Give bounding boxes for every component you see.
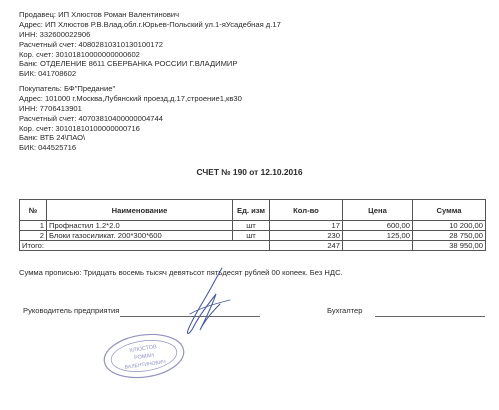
seller-name: Продавец: ИП Хлюстов Роман Валентинович [19,10,180,19]
total-sum: 38 950,00 [413,241,486,251]
seller-bank: Банк: ОТДЕЛЕНИЕ 8611 СБЕРБАНКА РОССИИ Г.ВЛАДИМИР [19,59,238,69]
table-total-row [20,241,486,251]
buyer-corr-account: Кор. счет: 30101810100000000716 [19,123,140,133]
row-sum: 10 200,00 [413,221,486,231]
col-header-unit: Ед. изм [233,200,270,221]
buyer-bik: БИК: 044525716 [19,143,77,153]
company-stamp [99,330,189,382]
row-qty: 17 [270,221,343,231]
invoice-title: СЧЕТ № 190 от 12.10.2016 [196,167,303,177]
col-header-name: Наименование [47,200,233,221]
director-label: Руководитель предприятия [23,306,120,315]
stamp-line-1: ХЛЮСТОВ [128,344,158,354]
table-row [20,221,486,231]
amount-in-words: Сумма прописью: Тридцать восемь тысяч девятьсот пятьдесят рублей 00 копеек. Без НДС. [19,268,343,277]
seller-bik: БИК: 041708602 [19,69,77,79]
col-header-qty: Кол-во [270,200,343,221]
buyer-inn: ИНН: 7706413901 [19,103,82,113]
table-header-row [20,200,486,221]
table-row [20,231,486,241]
seller-details [19,10,281,79]
seller-inn: ИНН: 332600022906 [19,29,91,39]
stamp-line-2: РОМАН [133,352,155,362]
seller-corr-account: Кор. счет: 30101810000000000602 [19,49,140,59]
buyer-details [19,84,242,153]
stamp-line-3: ВАЛЕНТИНОВИЧ [124,359,167,371]
row-name: Профнастил 1.2*2.0 [47,221,233,231]
row-num: 1 [20,221,47,231]
total-label: Итого: [20,241,270,251]
row-price: 125,00 [343,231,413,241]
col-header-sum: Сумма [413,200,486,221]
seller-account: Расчетный счет: 40802810310130100172 [19,39,163,49]
row-qty: 230 [270,231,343,241]
row-unit: шт [233,231,270,241]
col-header-num: № [20,200,47,221]
row-name: Блоки газосиликат. 200*300*600 [47,231,233,241]
seller-address: Адрес: ИП Хлюстов Р.В.Влад.обл.г.Юрьев-Польский ул.1-яУсадебная д.17 [19,19,281,29]
col-header-price: Цена [343,200,413,221]
row-unit: шт [233,221,270,231]
row-price: 600,00 [343,221,413,231]
buyer-bank: Банк: ВТБ 24\ПАО\ [19,133,86,143]
accountant-label: Бухгалтер [327,306,363,315]
accountant-signature-line [375,316,485,317]
total-qty: 247 [270,241,343,251]
buyer-address: Адрес: 101000 г.Москва,Лубянский проезд,д.17,строение1,кв30 [19,93,242,103]
items-table [19,199,486,251]
total-price-empty [343,241,413,251]
row-sum: 28 750,00 [413,231,486,241]
buyer-name: Покупатель: БФ"Предание" [19,84,116,93]
row-num: 2 [20,231,47,241]
buyer-account: Расчетный счет: 40703810400000004744 [19,113,163,123]
